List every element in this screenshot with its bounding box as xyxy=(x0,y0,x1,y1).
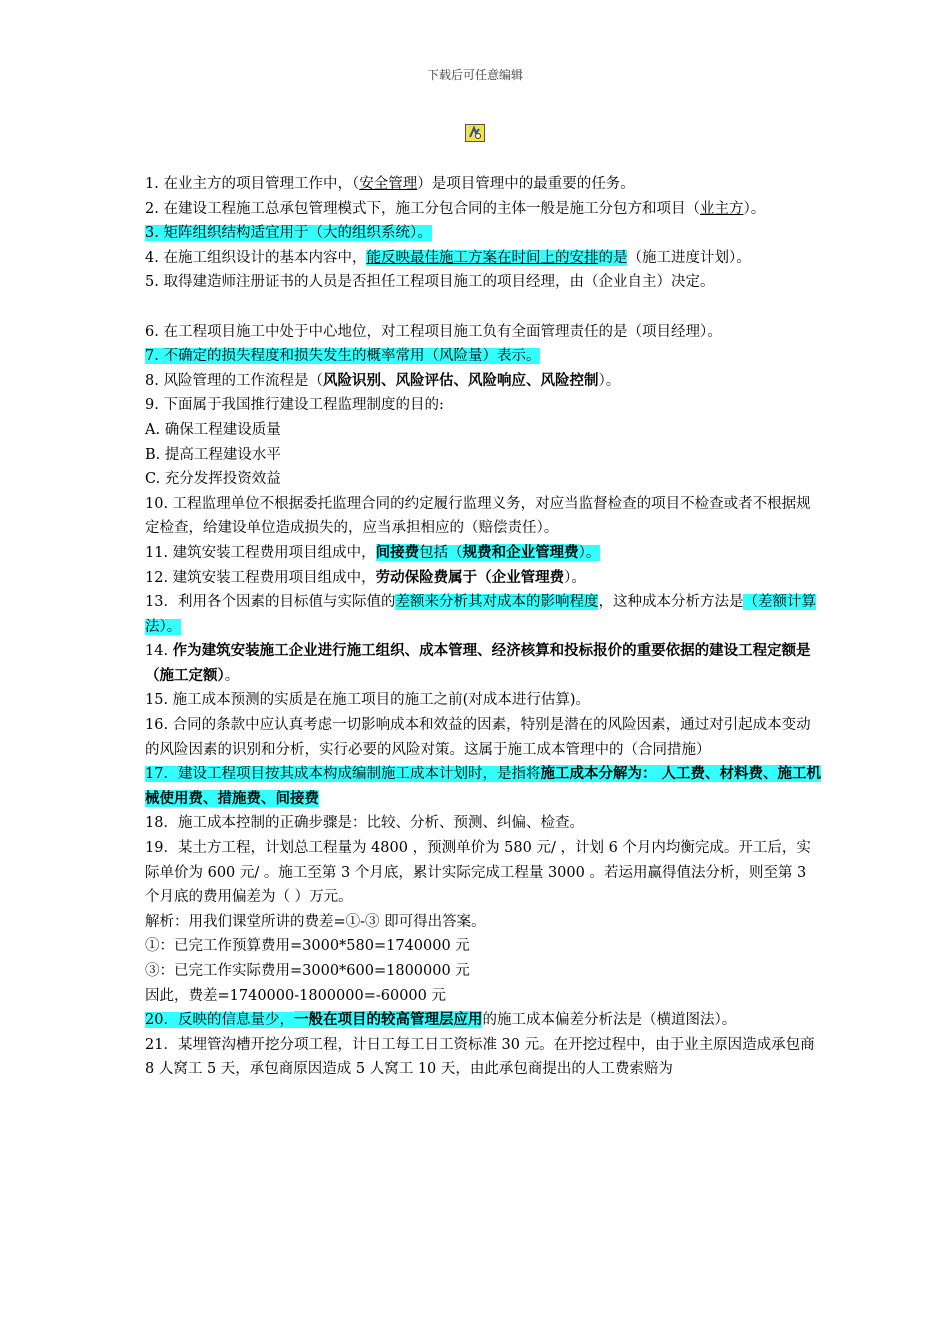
document-body xyxy=(145,172,825,1082)
question-11: 11. 建筑安装工程费用项目组成中，间接费包括（规费和企业管理费）。 xyxy=(145,543,601,561)
question-9-option-c: C. 充分发挥投资效益 xyxy=(145,471,281,488)
question-9-option-b: B. 提高工程建设水平 xyxy=(145,446,281,463)
question-10: 10. 工程监理单位不根据委托监理合同的约定履行监理义务，对应当监督检查的项目不检查或者不根据规定检查，给建设单位造成损失的，应当承担相应的（赔偿责任）。 xyxy=(145,495,811,537)
question-6: 6. 在工程项目施工中处于中心地位，对工程项目施工负有全面管理责任的是（项目经理）。 xyxy=(145,323,722,340)
question-7: 7. 不确定的损失程度和损失发生的概率常用（风险量）表示。 xyxy=(145,348,541,365)
question-5: 5. 取得建造师注册证书的人员是否担任工程项目施工的项目经理，由（企业自主）决定。 xyxy=(145,274,715,291)
question-16: 16. 合同的条款中应认真考虑一切影响成本和效益的因素，特别是潜在的风险因素，通过对引起成本变动的风险因素的识别和分析，实行必要的风险对策。这属于施工成本管理中的（合同措施） xyxy=(145,717,811,758)
question-3: 3. 矩阵组织结构适宜用于（大的组织系统）。 xyxy=(145,225,432,242)
question-17: 17．建设工程项目按其成本构成编制施工成本计划时，是指将施工成本分解为： 人工费、材料费、施工机械使用费、措施费、间接费 xyxy=(145,765,821,807)
question-14: 14. 作为建筑安装施工企业进行施工组织、成本管理、经济核算和投标报价的重要依据的建设工程定额是（施工定额）。 xyxy=(145,642,811,684)
question-12: 12. 建筑安装工程费用项目组成中，劳动保险费属于（企业管理费）。 xyxy=(145,568,586,586)
blank-line xyxy=(145,295,825,320)
question-19: 19．某土方工程，计划总工程量为 4800 ，预测单价为 580 元/ ，计划 6 个月内均衡完成。开工后，实际单价为 600 元/ 。施工至第 3 个月底，累计实际完成工程量 3000 。若运用赢得值法分析，则至第 3 个月底的费用偏差为（ ）万元。 xyxy=(145,840,811,906)
question-19-line-1: ①：已完工作预算费用=3000*580=1740000 元 xyxy=(145,938,470,955)
document-logo-icon xyxy=(465,124,485,142)
question-2: 2. 在建设工程施工总承包管理模式下，施工分包合同的主体一般是施工分包方和项目（业主方）。 xyxy=(145,200,766,217)
question-8: 8. 风险管理的工作流程是（风险识别、风险评估、风险响应、风险控制）。 xyxy=(145,371,621,389)
question-15: 15. 施工成本预测的实质是在施工项目的施工之前(对成本进行估算)。 xyxy=(145,692,590,709)
question-13: 13．利用各个因素的目标值与实际值的差额来分析其对成本的影响程度，这种成本分析方法是（差额计算法）。 xyxy=(145,594,816,635)
question-4: 4. 在施工组织设计的基本内容中，能反映最佳施工方案在时间上的安排的是（施工进度计划）。 xyxy=(145,249,751,266)
question-9: 9. 下面属于我国推行建设工程监理制度的目的: xyxy=(145,397,444,414)
question-18: 18．施工成本控制的正确步骤是：比较、分析、预测、纠偏、检查。 xyxy=(145,815,584,832)
question-21: 21．某埋管沟槽开挖分项工程，计日工每工日工资标准 30 元。在开挖过程中，由于业主原因造成承包商 8 人窝工 5 天，承包商原因造成 5 人窝工 10 天，由此承包商提出的人工费索赔为 xyxy=(145,1036,815,1078)
question-20: 20．反映的信息量少，一般在项目的较高管理层应用的施工成本偏差分析法是（横道图法）。 xyxy=(145,1011,737,1029)
question-19-analysis: 解析：用我们课堂所讲的费差=①-③ 即可得出答案。 xyxy=(145,913,486,930)
question-9-option-a: A. 确保工程建设质量 xyxy=(145,421,281,438)
question-1: 1. 在业主方的项目管理工作中，（安全管理）是项目管理中的最重要的任务。 xyxy=(145,176,635,192)
question-19-result: 因此，费差=1740000-1800000=-60000 元 xyxy=(145,987,446,1004)
page-header: 下载后可任意编辑 xyxy=(426,68,523,82)
question-19-line-3: ③：已完工作实际费用=3000*600=1800000 元 xyxy=(145,963,470,979)
